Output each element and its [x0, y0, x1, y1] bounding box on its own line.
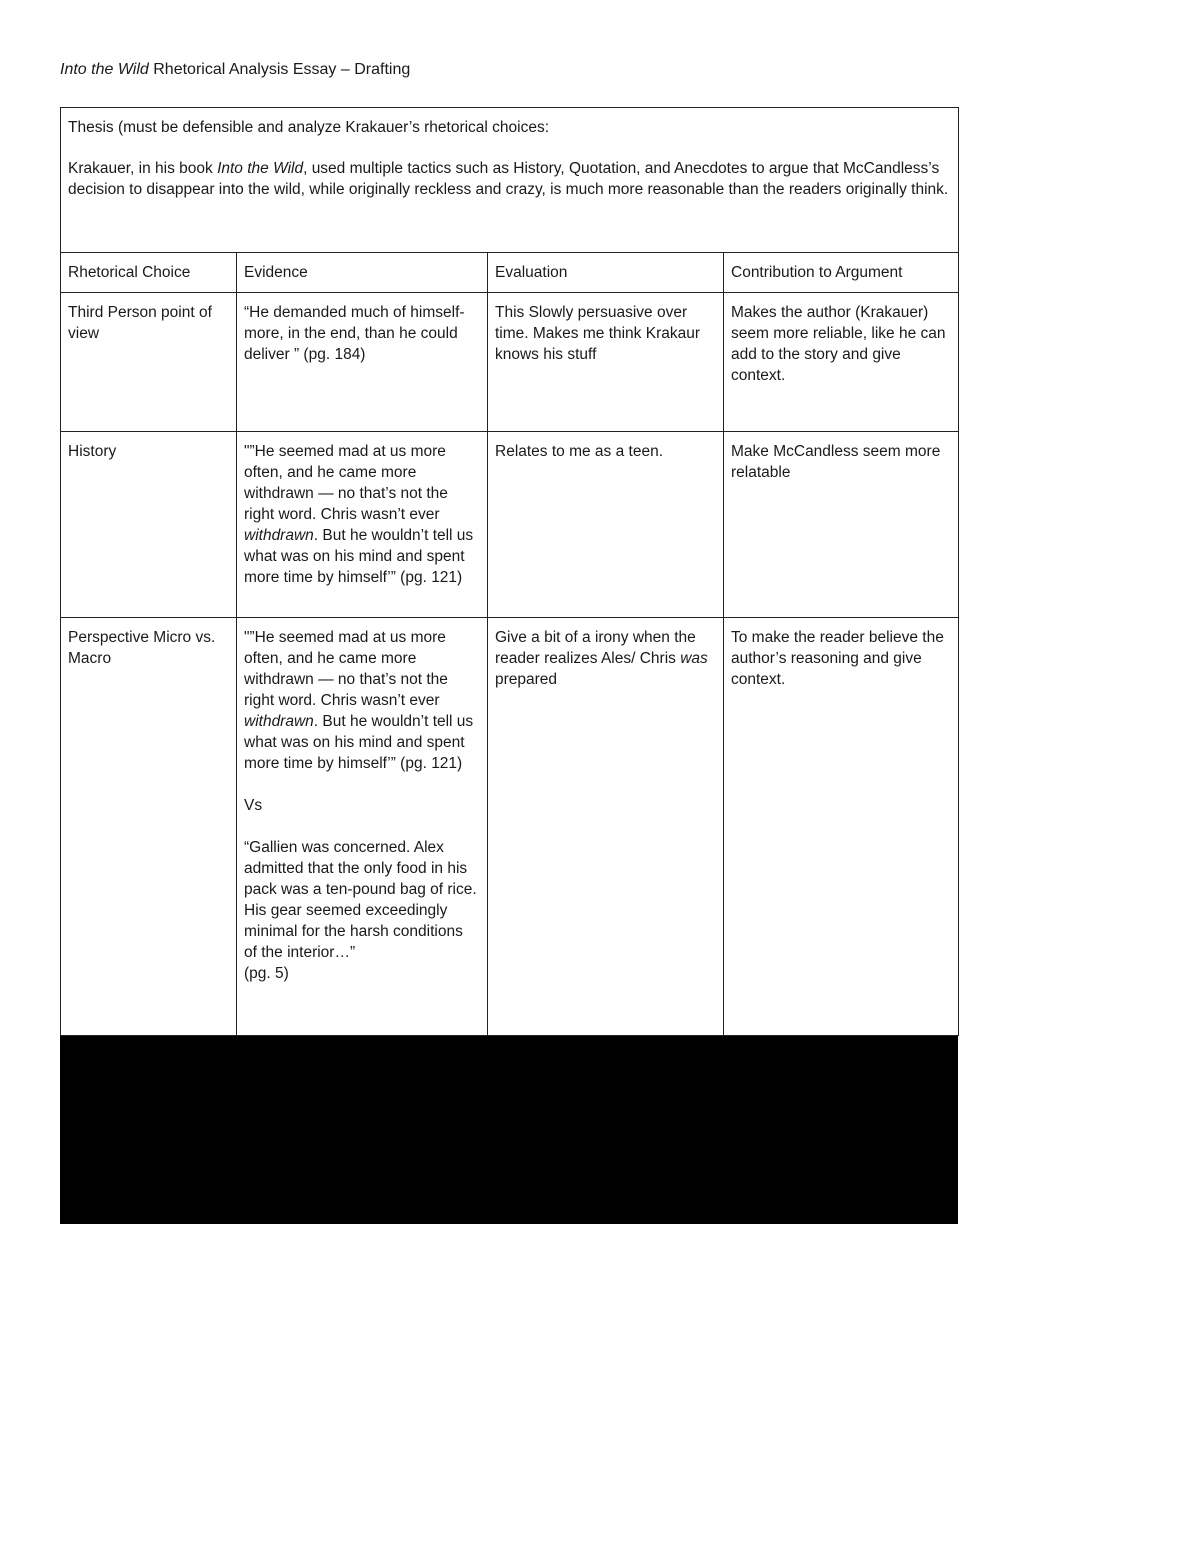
- row3-evaluation-italic: was: [680, 650, 708, 667]
- thesis-text-end: , used multiple tactics such as History, Quotation, and Anecdotes to argue that McCandless’s decision to disappear into the wild, while originally reckless and crazy, is much more reasonable than the readers originally think.: [68, 160, 949, 198]
- row3-evaluation-end: prepared: [495, 671, 558, 688]
- header-evidence: Evidence: [237, 253, 488, 293]
- row3-evidence-start: "”He seemed mad at us more often, and he came more withdrawn — no that’s not the right word. Chris wasn’t ever: [244, 629, 448, 709]
- table-row: [61, 618, 959, 1036]
- row3-contribution: To make the reader believe the author’s reasoning and give context.: [724, 618, 959, 1036]
- thesis-prompt: Thesis (must be defensible and analyze Krakauer’s rhetorical choices:: [68, 119, 550, 136]
- header-evaluation: Evaluation: [488, 253, 724, 293]
- row2-evidence-start: "”He seemed mad at us more often, and he came more withdrawn — no that’s not the right word. Chris wasn’t ever: [244, 443, 448, 523]
- row3-evidence: [237, 618, 488, 1036]
- row1-contribution: Makes the author (Krakauer) seem more reliable, like he can add to the story and give context.: [724, 293, 959, 432]
- row2-evidence: [237, 432, 488, 618]
- row1-choice: Third Person point of view: [61, 293, 237, 432]
- row3-evidence-end: . But he wouldn’t tell us what was on his mind and spent more time by himself’” (pg. 121): [244, 713, 474, 772]
- row3-evidence-page2: (pg. 5): [244, 965, 289, 982]
- thesis-row: [61, 108, 959, 253]
- row1-evaluation: This Slowly persuasive over time. Makes me think Krakaur knows his stuff: [488, 293, 724, 432]
- thesis-cell: [61, 108, 959, 253]
- table-row: [61, 293, 959, 432]
- header-contribution: Contribution to Argument: [724, 253, 959, 293]
- row3-evidence-vs: Vs: [244, 797, 263, 814]
- row2-evidence-end: . But he wouldn’t tell us what was on his mind and spent more time by himself’” (pg. 121): [244, 527, 474, 586]
- row2-evidence-italic: withdrawn: [244, 527, 314, 544]
- thesis-text-start: Krakauer, in his book: [68, 160, 218, 177]
- row3-choice: Perspective Micro vs. Macro: [61, 618, 237, 1036]
- row3-evaluation: [488, 618, 724, 1036]
- row1-evidence: “He demanded much of himself-more, in the end, than he could deliver ” (pg. 184): [237, 293, 488, 432]
- document-title-rest: Rhetorical Analysis Essay – Drafting: [148, 61, 411, 78]
- row3-evaluation-start: Give a bit of a irony when the reader realizes Ales/ Chris: [495, 629, 696, 667]
- document-title: [60, 59, 410, 81]
- rhetorical-analysis-grid: [60, 107, 958, 1223]
- table-row: [61, 432, 959, 618]
- row3-evidence-quote1: [244, 627, 480, 774]
- row2-contribution: Make McCandless seem more relatable: [724, 432, 959, 618]
- table-header-row: [61, 253, 959, 293]
- thesis-text: [68, 158, 951, 200]
- rhetorical-analysis-table: [60, 107, 959, 1036]
- row3-evidence-quote2: “Gallien was concerned. Alex admitted that the only food in his pack was a ten-pound bag of rice. His gear seemed exceedingly minimal for the harsh conditions of the interior…”: [244, 839, 477, 961]
- thesis-text-book: Into the Wild: [217, 160, 304, 177]
- redaction-block: [60, 1036, 958, 1224]
- document-title-book: Into the Wild: [60, 61, 149, 78]
- row2-choice: History: [61, 432, 237, 618]
- header-rhetorical-choice: Rhetorical Choice: [61, 253, 237, 293]
- row3-evidence-italic: withdrawn: [244, 713, 314, 730]
- row2-evaluation: Relates to me as a teen.: [488, 432, 724, 618]
